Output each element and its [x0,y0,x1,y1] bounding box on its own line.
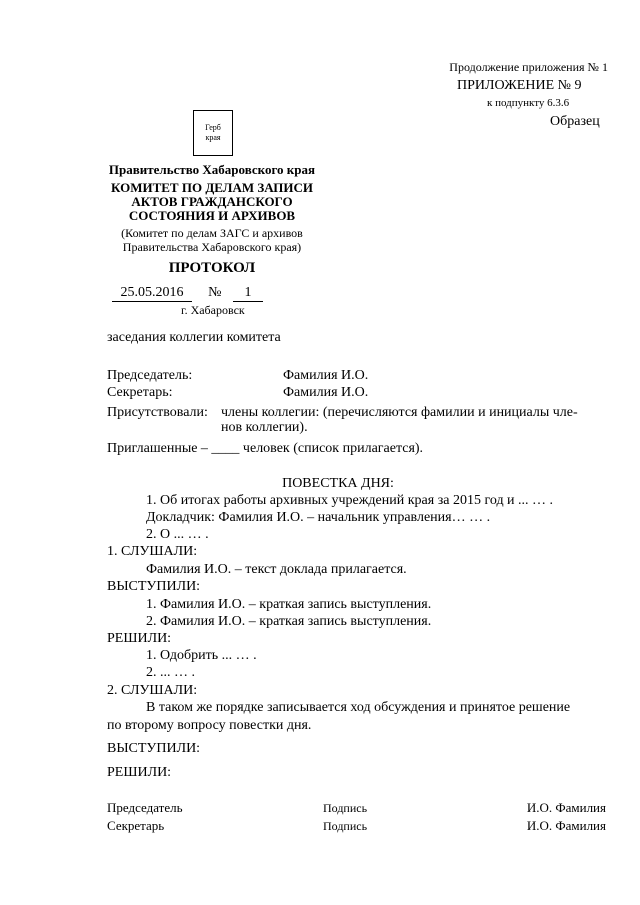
spoke-item-2: 2. Фамилия И.О. – краткая запись выступления. [146,614,432,629]
spoke-final-heading: ВЫСТУПИЛИ: [107,741,201,756]
document-subject: заседания коллегии комитета [107,330,281,345]
heard-1-text: Фамилия И.О. – текст доклада прилагается. [146,562,407,577]
signature-chair-sign: Подпись [323,801,368,815]
document-date: 25.05.2016 [112,285,192,302]
document-place: г. Хабаровск [181,303,245,317]
secretary-label: Секретарь: [107,385,173,400]
coat-of-arms-label-1: Герб [205,123,221,132]
date-number-line [112,285,263,302]
agenda-item-2: 2. О ... … . [146,527,209,542]
appendix-title: ПРИЛОЖЕНИЕ № 9 [457,78,582,93]
spoke-item-1: 1. Фамилия И.О. – краткая запись выступления. [146,597,432,612]
agenda-speaker: Докладчик: Фамилия И.О. – начальник управления… … . [146,510,491,525]
sample-label: Образец [550,114,600,129]
decided-item-1: 1. Одобрить ... … . [146,648,257,663]
signature-secretary-label: Секретарь [107,818,165,833]
agenda-title: ПОВЕСТКА ДНЯ: [282,476,394,491]
signature-secretary-sign: Подпись [323,819,368,833]
committee-short-line-1: (Комитет по делам ЗАГС и архивов [121,226,303,240]
signature-chair-name: И.О. Фамилия [526,800,606,815]
heard-2-heading: 2. СЛУШАЛИ: [107,683,198,698]
chair-label: Председатель: [107,368,193,383]
decided-heading: РЕШИЛИ: [107,631,172,646]
signature-secretary-name: И.О. Фамилия [526,818,606,833]
heard-2-text-2: по второму вопросу повестки дня. [107,718,312,733]
committee-name-line-3: СОСТОЯНИЯ И АРХИВОВ [128,208,296,223]
present-text-1: члены коллегии: (перечисляются фамилии и инициалы чле- [221,405,578,420]
continuation-note: Продолжение приложения № 1 [449,60,608,74]
committee-name-line-1: КОМИТЕТ ПО ДЕЛАМ ЗАПИСИ [110,180,314,195]
document-number: 1 [233,285,263,302]
number-sign: № [208,285,222,300]
present-text-2: нов коллегии). [221,420,308,435]
government-name: Правительство Хабаровского края [108,162,316,177]
invited-line: Приглашенные – ____ человек (список прилагается). [107,441,424,456]
document-type: ПРОТОКОЛ [168,260,256,276]
chair-name: Фамилия И.О. [283,368,369,383]
committee-name-line-2: АКТОВ ГРАЖДАНСКОГО [131,194,293,209]
decided-item-2: 2. ... … . [146,665,195,680]
agenda-item-1: 1. Об итогах работы архивных учреждений края за 2015 год и ... … . [146,493,554,508]
secretary-name: Фамилия И.О. [283,385,369,400]
present-label: Присутствовали: [107,405,208,420]
coat-of-arms-label-2: края [205,133,221,142]
appendix-subpoint: к подпункту 6.3.6 [487,97,570,109]
signature-chair-label: Председатель [107,800,183,815]
heard-2-text-1: В таком же порядке записывается ход обсуждения и принятое решение [146,700,571,715]
spoke-heading: ВЫСТУПИЛИ: [107,579,201,594]
decided-final-heading: РЕШИЛИ: [107,765,172,780]
coat-of-arms-placeholder [193,110,233,156]
committee-name-block [88,181,336,223]
committee-short-line-2: Правительства Хабаровского края) [122,240,302,254]
heard-1-heading: 1. СЛУШАЛИ: [107,544,198,559]
committee-short-name-block [88,226,336,254]
